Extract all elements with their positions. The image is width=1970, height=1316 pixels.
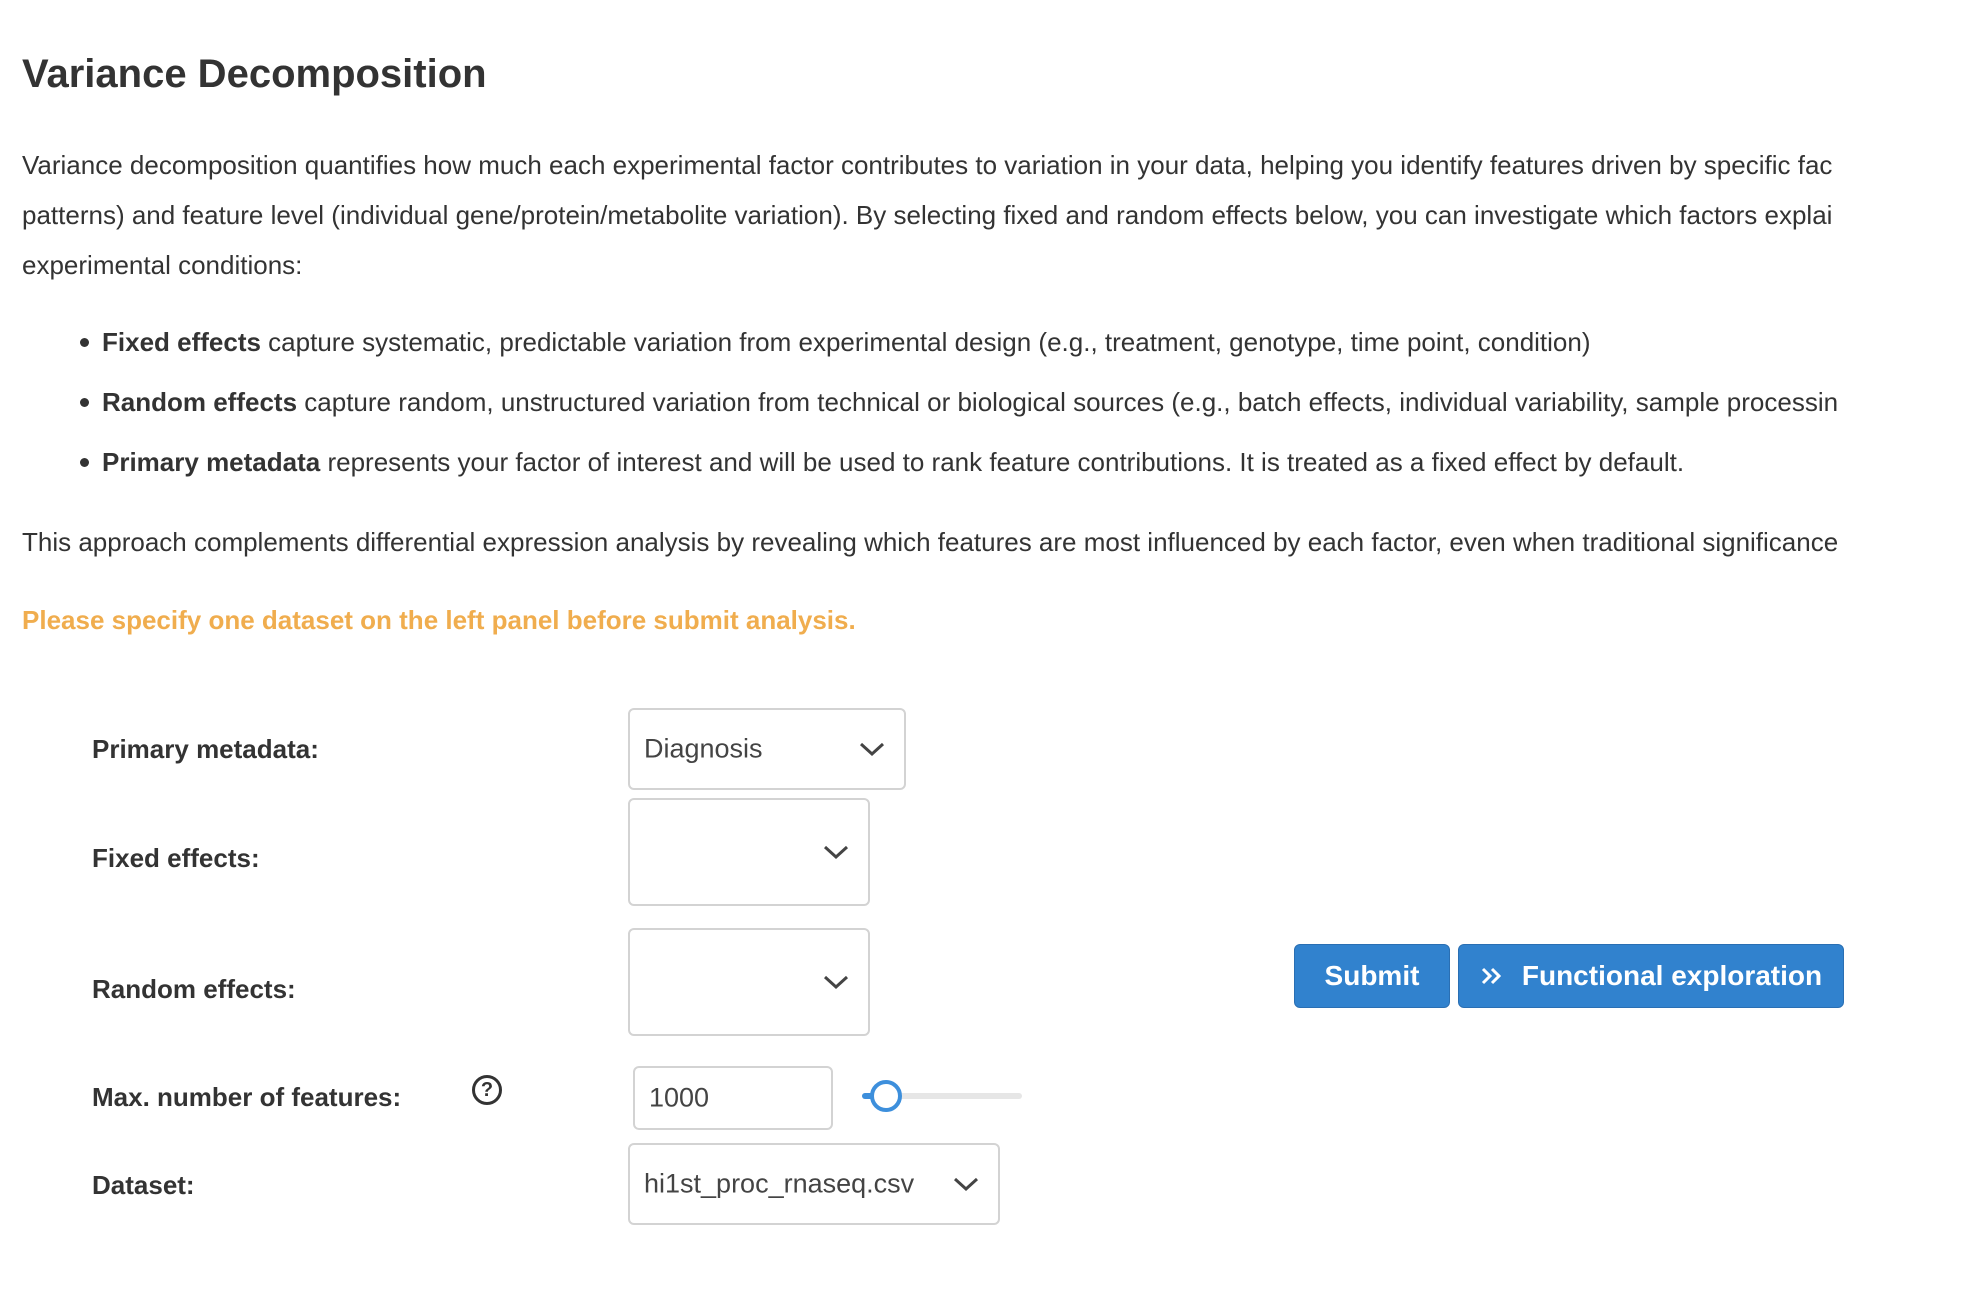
intro-paragraph bbox=[22, 140, 1832, 290]
double-chevron-right-icon bbox=[1480, 965, 1504, 987]
primary-metadata-select[interactable] bbox=[628, 708, 906, 790]
intro-line-2: patterns) and feature level (individual gene/protein/metabolite variation). By selecting fixed and random effects below, you can investigate which factors explai bbox=[22, 200, 1833, 230]
chevron-down-icon bbox=[858, 740, 886, 758]
intro-line-3: experimental conditions: bbox=[22, 250, 303, 280]
list-item-random-effects: Random effects capture random, unstructured variation from technical or biological sources (e.g., batch effects, individual variability, sample processin bbox=[102, 380, 1838, 440]
chevron-down-icon bbox=[822, 843, 850, 861]
effects-list bbox=[22, 320, 1838, 500]
intro-line-1: Variance decomposition quantifies how much each experimental factor contributes to variation in your data, helping you identify features driven by specific fac bbox=[22, 150, 1833, 180]
primary-metadata-value: Diagnosis bbox=[644, 733, 763, 764]
dataset-select[interactable] bbox=[628, 1143, 1000, 1225]
outro-paragraph: This approach complements differential expression analysis by revealing which features are most influenced by each factor, even when traditional significance bbox=[22, 527, 1839, 557]
chevron-down-icon bbox=[822, 973, 850, 991]
functional-exploration-label: Functional exploration bbox=[1521, 960, 1823, 991]
question-circle-icon[interactable]: ? bbox=[472, 1075, 502, 1105]
page-title: Variance Decomposition bbox=[22, 52, 487, 96]
list-item-primary-metadata: Primary metadata represents your factor of interest and will be used to rank feature contributions. It is treated as a fixed effect by default. bbox=[102, 440, 1838, 500]
dataset-value: hi1st_proc_rnaseq.csv bbox=[644, 1168, 915, 1199]
primary-metadata-label: Primary metadata: bbox=[92, 734, 319, 764]
list-item-fixed-effects: Fixed effects capture systematic, predictable variation from experimental design (e.g., treatment, genotype, time point, condition) bbox=[102, 320, 1838, 380]
functional-exploration-button[interactable] bbox=[1458, 944, 1844, 1008]
warning-message: Please specify one dataset on the left panel before submit analysis. bbox=[22, 605, 856, 635]
dataset-label: Dataset: bbox=[92, 1170, 195, 1200]
submit-label: Submit bbox=[1324, 960, 1420, 991]
max-features-slider[interactable] bbox=[862, 1093, 1022, 1099]
submit-button[interactable] bbox=[1294, 944, 1450, 1008]
random-effects-select[interactable] bbox=[628, 928, 870, 1036]
random-effects-label: Random effects: bbox=[92, 974, 296, 1004]
max-features-input[interactable] bbox=[633, 1066, 833, 1130]
slider-thumb[interactable] bbox=[870, 1080, 902, 1112]
max-features-value: 1000 bbox=[649, 1082, 710, 1113]
fixed-effects-label: Fixed effects: bbox=[92, 843, 260, 873]
chevron-down-icon bbox=[952, 1175, 980, 1193]
max-features-label: Max. number of features: bbox=[92, 1082, 402, 1112]
fixed-effects-select[interactable] bbox=[628, 798, 870, 906]
